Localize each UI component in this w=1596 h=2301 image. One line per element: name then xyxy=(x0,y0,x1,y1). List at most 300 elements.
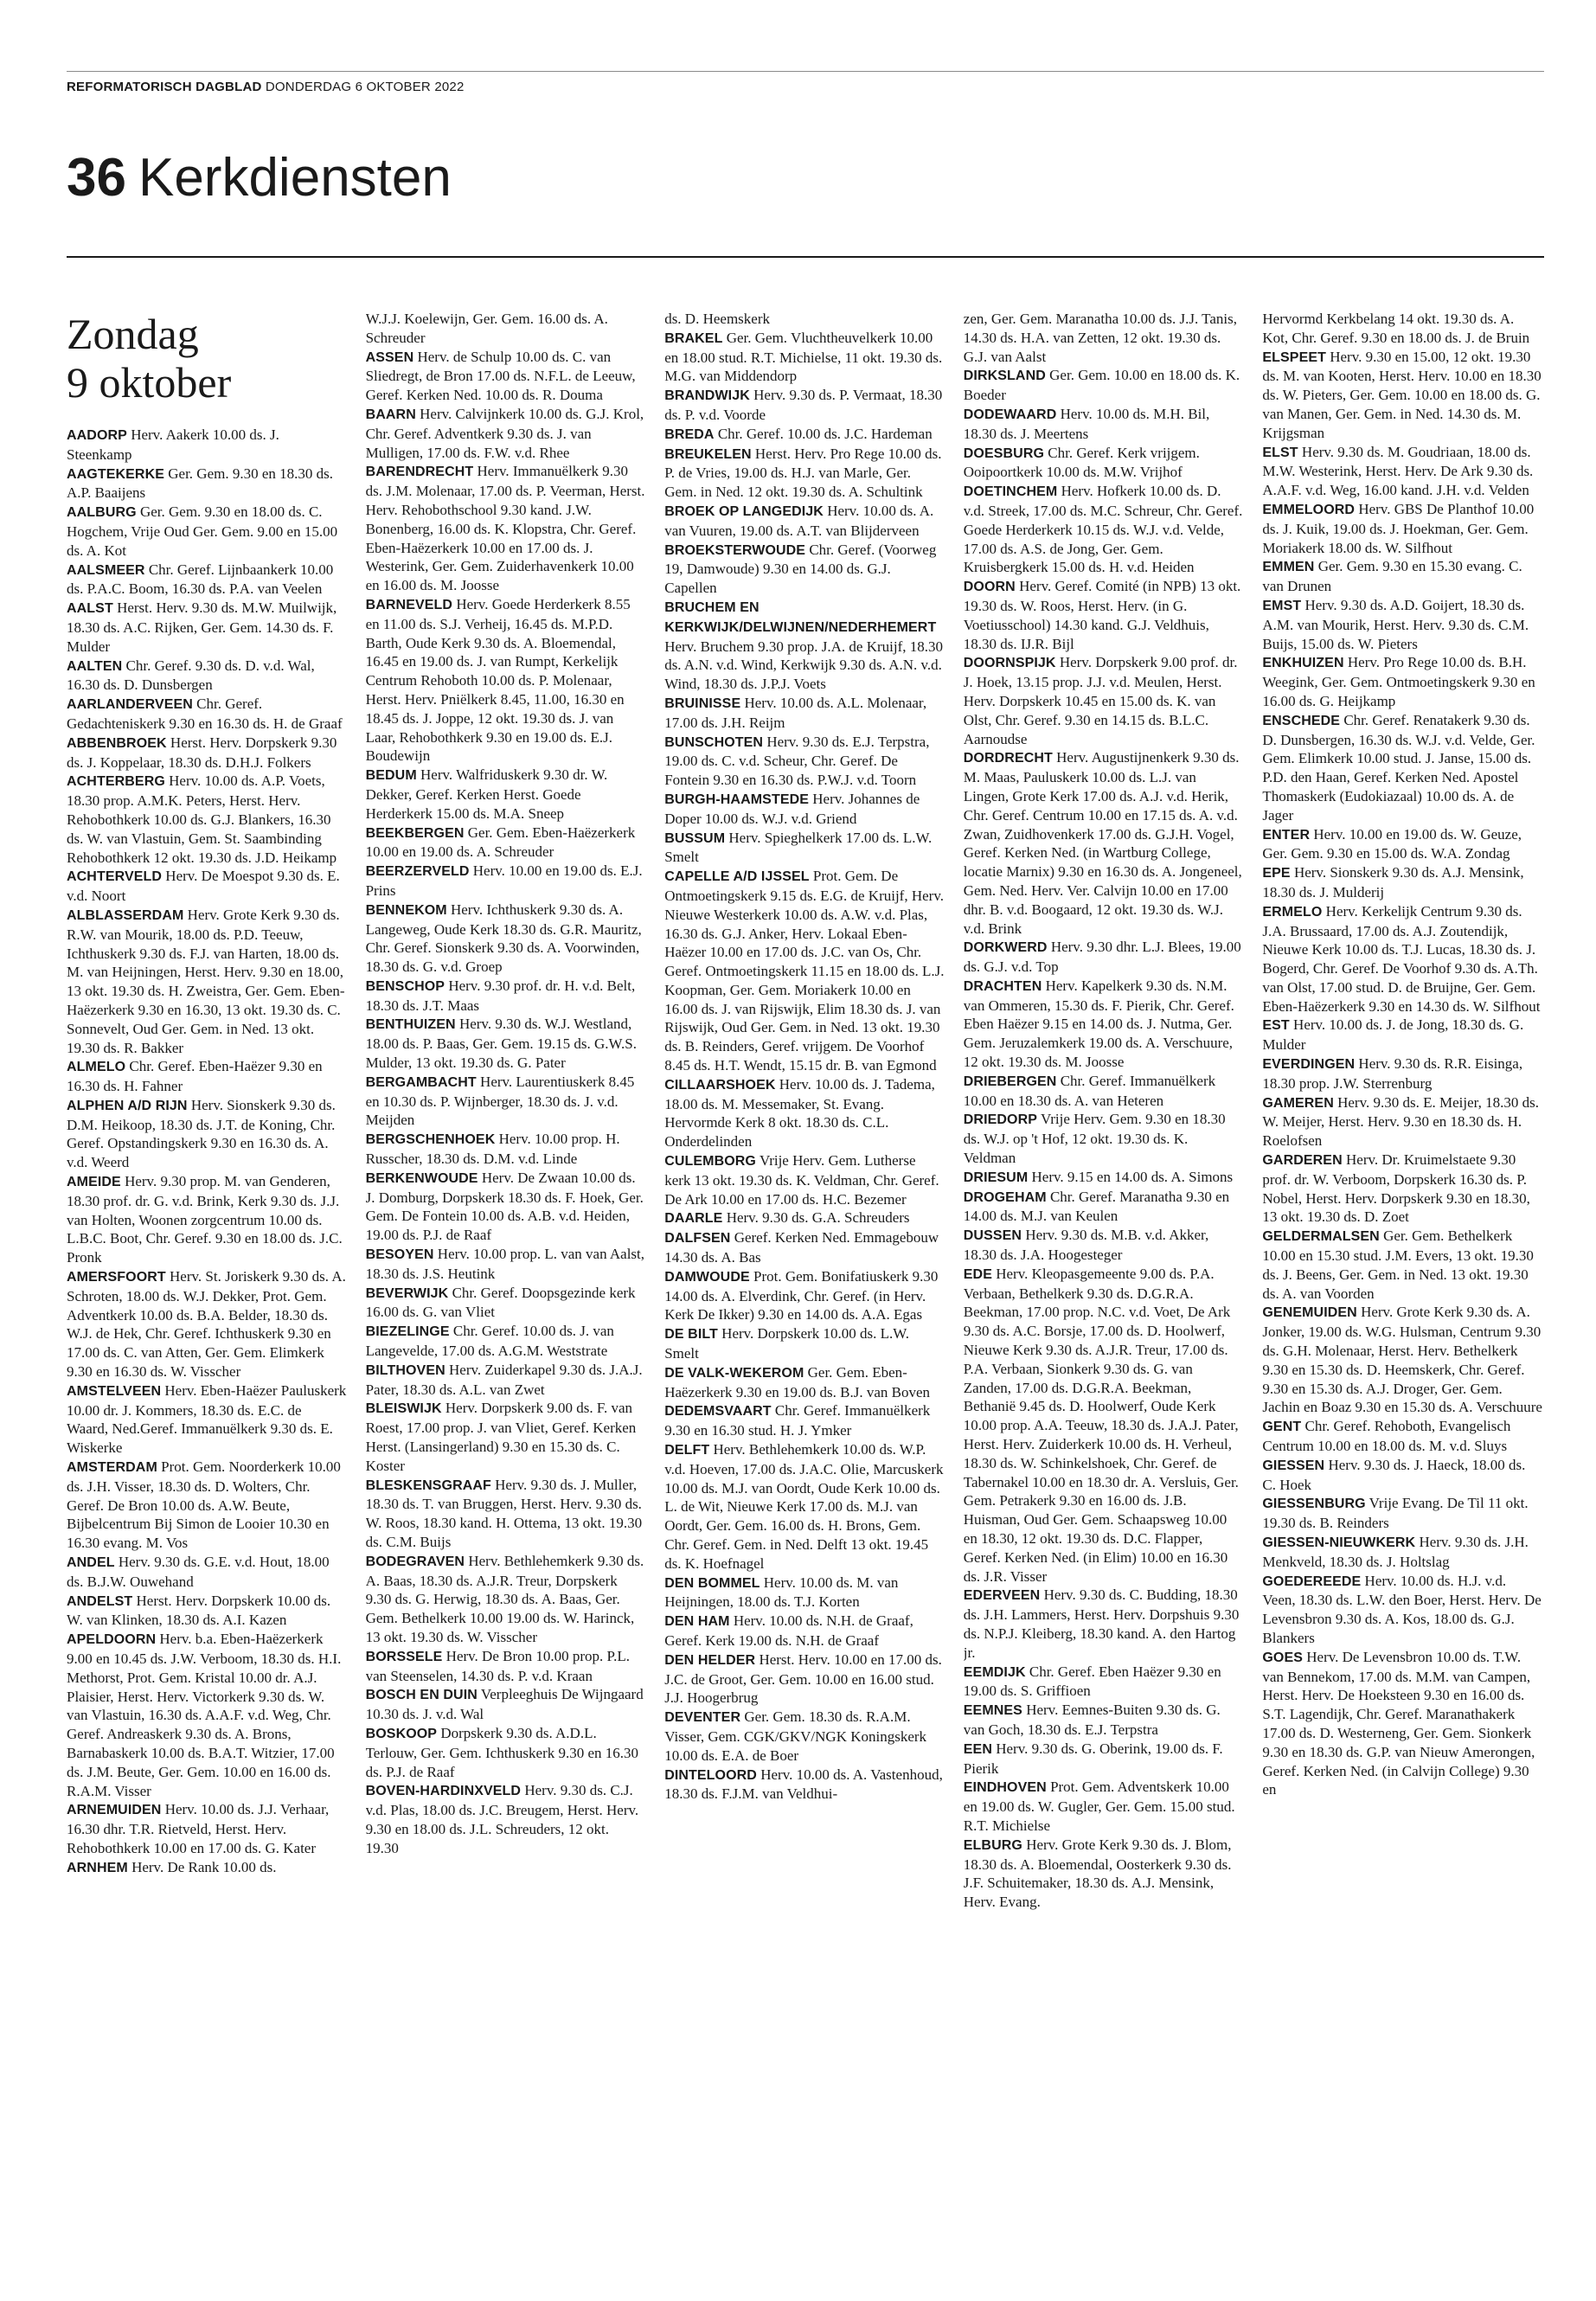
service-listing xyxy=(964,366,1244,405)
place-name: BENTHUIZEN xyxy=(365,1017,456,1033)
place-name: BROEK OP LANGEDIJK xyxy=(664,503,824,519)
service-details: Herv. 9.30 ds. W.J. Westland, 18.00 ds. P. Baas, Ger. Gem. 19.15 ds. G.W.S. Mulder, 13 okt. 19.30 ds. G. Pater xyxy=(365,1016,637,1072)
service-listing xyxy=(1262,1054,1542,1093)
service-listing xyxy=(366,348,646,405)
place-name: APELDOORN xyxy=(67,1632,157,1648)
service-listing xyxy=(964,938,1244,977)
place-name: DEN HELDER xyxy=(664,1652,756,1668)
service-details: Chr. Geref. Eben-Haëzer 9.30 en 16.30 ds. H. Fahner xyxy=(67,1058,323,1095)
service-listing xyxy=(664,541,945,598)
service-details: Herv. 9.30 ds. M. Goudriaan, 18.00 ds. M.W. Westerink, Herst. Herv. De Ark 9.30 ds. A.A.F. v.d. Weg, 16.00 kand. J.H. v.d. Velden xyxy=(1262,443,1534,499)
place-name: BEVERWIJK xyxy=(365,1285,449,1301)
service-details: Chr. Geref. Gedachteniskerk 9.30 en 16.30 ds. H. de Graaf xyxy=(67,695,343,732)
place-name: BERGSCHENHOEK xyxy=(365,1132,496,1148)
service-details: Herst. Herv. Pro Rege 10.00 ds. P. de Vries, 19.00 ds. H.J. van Marle, Ger. Gem. in Ned. 12 okt. 19.30 ds. A. Schultink xyxy=(664,445,942,501)
place-name: GAMEREN xyxy=(1262,1095,1334,1111)
service-listing xyxy=(67,1267,347,1381)
place-name: DEDEMSVAART xyxy=(664,1404,772,1420)
service-listing xyxy=(366,977,646,1016)
place-name: BLESKENSGRAAF xyxy=(365,1477,491,1493)
service-details: Herv. 10.00 ds. H.J. v.d. Veen, 18.30 ds. L.W. den Boer, Herst. Herv. De Levensbron 9.30 ds. A. Kos, 18.00 ds. G.J. Blankers xyxy=(1262,1572,1542,1646)
place-name: DOORNSPIJK xyxy=(963,656,1056,671)
service-details: Prot. Gem. De Ontmoetingskerk 9.15 ds. E.G. de Kruijf, Herv. Nieuwe Westerkerk 10.00 ds. A.W. v.d. Plas, 16.30 ds. G.J. Anker, Herv. Lokaal Eben-Haëzer 10.00 en 17.00 ds. J.C. van Os, Chr. Geref. Ontmoetingskerk 11.15 en 18.00 ds. L.J. Koopman, Ger. Gem. Moriakerk 10.00 en 16.00 ds. J. van Rijswijk, Elim 18.30 ds. J. van Rijswijk, Oud Ger. Gem. in Ned. 13 okt. 19.30 ds. B. Reinders, Geref. vrijgem. De Voorhof 8.45 ds. H.T. Wendt, 15.15 dr. B. van Egmond xyxy=(664,868,945,1074)
place-name: EDERVEEN xyxy=(963,1588,1041,1604)
service-details: Herv. 9.30 ds. P. Vermaat, 18.30 ds. P. v.d. Voorde xyxy=(664,387,943,423)
service-details: Prot. Gem. Noorderkerk 10.00 ds. J.H. Visser, 18.30 ds. D. Wolters, Chr. Geref. De Bron 10.00 ds. A.W. Beute, Bijbelcentrum Bij Simon de Looier 10.30 en 16.30 evang. M. Vos xyxy=(67,1458,341,1552)
service-listing xyxy=(366,766,646,823)
place-name: ENTER xyxy=(1262,827,1311,843)
place-name: EPE xyxy=(1262,866,1291,881)
place-name: BILTHOVEN xyxy=(365,1362,445,1378)
service-listing xyxy=(964,1778,1244,1835)
service-listing xyxy=(964,1663,1244,1702)
service-listing xyxy=(664,733,945,790)
place-name: BEDUM xyxy=(365,768,417,784)
service-details: Ger. Gem. Bethelkerk 10.00 en 15.30 stud. J.M. Evers, 13 okt. 19.30 ds. J. Beens, Ger. Gem. in Ned. 13 okt. 19.30 ds. A. van Voorden xyxy=(1262,1227,1534,1302)
service-listing xyxy=(1262,1533,1542,1572)
place-name: BERGAMBACHT xyxy=(365,1074,477,1090)
section-title: Kerkdiensten xyxy=(138,148,452,208)
service-listing xyxy=(67,1458,347,1553)
service-details: Herst. Herv. Dorpskerk 10.00 ds. W. van Klinken, 18.30 ds. A.I. Kazen xyxy=(67,1592,331,1629)
newspaper-name: REFORMATORISCH DAGBLAD xyxy=(67,80,262,94)
place-name: BARENDRECHT xyxy=(365,465,474,480)
service-listing xyxy=(664,425,945,445)
service-listing xyxy=(664,1440,945,1574)
service-listing xyxy=(366,1130,646,1169)
service-details: Herv. 10.00 ds. A.L. Molenaar, 17.00 ds. J.H. Reijm xyxy=(664,694,927,731)
place-name: DODEWAARD xyxy=(963,407,1057,422)
service-listing xyxy=(964,1265,1244,1586)
service-details: Herv. De Zwaan 10.00 ds. J. Domburg, Dorpskerk 18.30 ds. F. Hoek, Ger. Gem. De Fontein 10.00 ds. A.B. v.d. Heiden, 19.00 ds. P.J. de Raaf xyxy=(365,1169,644,1244)
place-name: AMSTERDAM xyxy=(67,1460,157,1476)
place-name: DEN BOMMEL xyxy=(664,1575,760,1591)
service-details: Chr. Geref. 10.00 ds. J.C. Hardeman xyxy=(717,425,933,442)
service-listing xyxy=(366,901,646,977)
place-name: BODEGRAVEN xyxy=(365,1554,465,1569)
place-name: BOVEN-HARDINXVELD xyxy=(365,1784,522,1799)
service-details: Herv. Pro Rege 10.00 ds. B.H. Weegink, Ger. Gem. Ontmoetingskerk 9.30 en 16.00 ds. G. Heijkamp xyxy=(1262,654,1535,709)
place-name: BROEKSTERWOUDE xyxy=(664,542,806,558)
service-listing xyxy=(964,1072,1244,1111)
service-listing xyxy=(964,748,1244,938)
place-name: EEMDIJK xyxy=(963,1664,1026,1680)
place-name: DORKWERD xyxy=(963,940,1048,956)
service-details: Herv. Spieghelkerk 17.00 ds. L.W. Smelt xyxy=(664,829,933,866)
place-name: BREDA xyxy=(664,426,715,442)
service-details: Herv. de Schulp 10.00 ds. C. van Sliedregt, de Bron 17.00 ds. N.F.L. de Leeuw, Geref. Kerken Ned. 10.00 ds. R. Douma xyxy=(365,348,636,404)
service-listing xyxy=(964,1168,1244,1188)
place-name: CULEMBORG xyxy=(664,1154,756,1170)
service-listing xyxy=(366,862,646,901)
place-name: DEVENTER xyxy=(664,1710,741,1726)
service-details: Herv. 9.30 ds. J. Haeck, 18.00 ds. C. Hoek xyxy=(1262,1456,1526,1493)
service-listing xyxy=(67,1096,347,1172)
service-listing xyxy=(1262,1150,1542,1227)
service-listing xyxy=(1262,310,1542,348)
place-name: AADORP xyxy=(67,428,127,443)
service-listing xyxy=(964,1188,1244,1227)
service-details: Herv. 9.30 ds. M.B. v.d. Akker, 18.30 ds. J.A. Hoogesteger xyxy=(963,1227,1209,1264)
service-listing xyxy=(664,1208,945,1228)
place-name: EEMNES xyxy=(963,1703,1022,1719)
day-heading xyxy=(67,310,347,407)
service-details: Herv. Kerkelijk Centrum 9.30 ds. J.A. Brussaard, 17.00 ds. A.J. Zoutendijk, Nieuwe Kerk 10.00 ds. T.J. Lucas, 18.30 ds. J. Bogerd, Chr. Geref. De Voorhof 9.30 ds. A.Th. van Olst, 17.00 stud. D. de Bruijne, Ger. Gem. Eben-Haëzerkerk 9.30 en 14.30 ds. W. Silfhout xyxy=(1262,902,1541,1015)
service-details: Chr. Geref. Immanuëlkerk 9.30 en 16.30 stud. H. J. Ymker xyxy=(664,1402,931,1439)
place-name: AALBURG xyxy=(67,505,137,521)
service-listing xyxy=(964,310,1244,366)
service-details: Herv. Dorpskerk 9.00 ds. F. van Roest, 17.00 prop. J. van Vliet, Geref. Kerken Herst. (Lansingerland) 9.30 en 15.30 ds. C. Koster xyxy=(365,1400,637,1474)
service-listing xyxy=(1262,1648,1542,1799)
service-listing xyxy=(1262,711,1542,825)
place-name: DRIEBERGEN xyxy=(963,1074,1057,1089)
place-name: ANDELST xyxy=(67,1593,133,1609)
place-name: AMEIDE xyxy=(67,1175,121,1190)
service-listing xyxy=(964,1701,1244,1740)
place-name: DOETINCHEM xyxy=(963,484,1058,500)
place-name: DROGEHAM xyxy=(963,1189,1047,1205)
service-listing xyxy=(67,465,347,503)
service-listing xyxy=(664,310,945,329)
service-details: Herv. Sionskerk 9.30 ds. D.M. Heikoop, 18.30 ds. J.T. de Koning, Chr. Geref. Opstandingskerk 9.30 en 16.30 ds. A. v.d. Weerd xyxy=(67,1096,336,1171)
service-details: Herv. 9.30 en 15.00, 12 okt. 19.30 ds. M. van Kooten, Herst. Herv. 10.00 en 18.30 ds. W. Pieters, Ger. Gem. 10.00 en 18.00 ds. G. van Manen, Ger. Gem. in Ned. 14.30 ds. M. Krijgsman xyxy=(1262,348,1542,441)
place-name: DINTELOORD xyxy=(664,1767,757,1783)
place-name: EVERDINGEN xyxy=(1262,1057,1356,1073)
service-listing xyxy=(664,598,945,694)
place-name: ENSCHEDE xyxy=(1262,713,1341,728)
place-name: GELDERMALSEN xyxy=(1262,1229,1380,1245)
column-1 xyxy=(67,310,347,2273)
place-name: GOES xyxy=(1262,1650,1304,1665)
service-listing xyxy=(964,1586,1244,1662)
issue-date: DONDERDAG 6 OKTOBER 2022 xyxy=(265,80,465,94)
service-listing xyxy=(964,1110,1244,1167)
service-details: Herv. Geref. Comité (in NPB) 13 okt. 19.30 ds. W. Roos, Herst. Herv. (in G. Voetiusschool) 14.30 kand. G.J. Veldhuis, 18.30 ds. IJ.R. Bijl xyxy=(963,578,1241,652)
service-details: Herv. Bruchem 9.30 prop. J.A. de Kruijf, 18.30 ds. A.N. v.d. Wind, Kerkwijk 9.30 ds. A.N. v.d. Wind, 18.30 ds. J.P.J. Voets xyxy=(664,638,944,693)
service-details: Herv. 10.00 ds. N.H. de Graaf, Geref. Kerk 19.00 ds. N.H. de Graaf xyxy=(664,1612,913,1649)
place-name: BUSSUM xyxy=(664,830,726,846)
place-name: ELSPEET xyxy=(1262,349,1326,365)
service-details: Herv. Laurentiuskerk 8.45 en 10.30 ds. P. Wijnberger, 18.30 ds. J. v.d. Meijden xyxy=(365,1073,635,1129)
place-name: DRIEDORP xyxy=(963,1112,1038,1128)
service-details: Herv. 9.30 ds. A.D. Goijert, 18.30 ds. A.M. van Mourik, Herst. Herv. 9.30 ds. C.M. Buijs, 15.00 ds. W. Pieters xyxy=(1262,596,1529,652)
service-details: Chr. Geref. Renatakerk 9.30 ds. D. Dunsbergen, 16.30 ds. W.J. v.d. Velde, Ger. Gem. Elimkerk 10.00 stud. J. Janse, 15.00 ds. P.D. den Haan, Geref. Kerken Ned. Apostel Thomaskerk (Eudokiazaal) 10.00 ds. A. de Jager xyxy=(1262,711,1535,824)
service-listing xyxy=(366,462,646,595)
service-details: Ger. Gem. Eben-Haëzerkerk 9.30 en 19.00 ds. B.J. van Boven xyxy=(664,1363,931,1400)
service-details: Herv. Dorpskerk 9.00 prof. dr. J. Hoek, 13.15 prop. J.J. v.d. Meulen, Herst. Herv. Dorpskerk 10.45 en 15.00 ds. K. van Olst, Chr. Geref. 9.30 en 14.15 ds. B.L.C. Aarnoudse xyxy=(963,654,1238,747)
service-listing xyxy=(67,1630,347,1800)
service-listing xyxy=(67,1592,347,1631)
service-details: Chr. Geref. Rehoboth, Evangelisch Centrum 10.00 en 18.00 ds. M. v.d. Sluys xyxy=(1262,1418,1511,1455)
service-details: Herv. Goede Herderkerk 8.55 en 11.00 ds. S.J. Verheij, 16.45 ds. M.P.D. Barth, Oude Kerk 9.30 ds. A. Bloemendal, 16.45 en 19.00 ds. J. van Rumpt, Kerkelijk Centrum Rehoboth 10.00 ds. P. Molenaar, Herst. Herv. Pniëlkerk 8.45, 11.00, 16.30 en 18.45 ds. J. Joppe, 12 okt. 19.30 ds. J. van Laar, Rehobothkerk 9.30 en 19.00 ds. E.J. Boudewijn xyxy=(365,595,631,765)
service-listing xyxy=(964,482,1244,577)
place-name: AALTEN xyxy=(67,658,123,674)
place-name: ACHTERBERG xyxy=(67,774,165,790)
place-name: BRUINISSE xyxy=(664,695,741,711)
service-listing xyxy=(67,599,347,656)
place-name: AALST xyxy=(67,601,113,617)
place-name: DE BILT xyxy=(664,1327,718,1343)
service-details: Herv. 9.30 ds. G.E. v.d. Hout, 18.00 ds. B.J.W. Ouwehand xyxy=(67,1554,330,1590)
service-listing xyxy=(366,1724,646,1781)
place-name: ELST xyxy=(1262,445,1298,460)
service-details: Herv. GBS De Planthof 10.00 ds. J. Kuik, 19.00 ds. J. Hoekman, Ger. Gem. Moriakerk 18.00 ds. W. Silfhout xyxy=(1262,500,1535,556)
service-listing xyxy=(664,1401,945,1440)
service-listing xyxy=(664,1708,945,1765)
place-name: GENEMUIDEN xyxy=(1262,1305,1357,1321)
service-listing xyxy=(366,1073,646,1130)
place-name: GENT xyxy=(1262,1420,1302,1435)
place-name: GIESSENBURG xyxy=(1262,1497,1366,1512)
service-details: Herv. Walfriduskerk 9.30 dr. W. Dekker, Geref. Kerken Herst. Goede Herderkerk 15.00 ds. M.A. Sneep xyxy=(365,766,608,822)
service-details: Ger. Gem. Vluchtheuvelkerk 10.00 en 18.00 stud. R.T. Michielse, 11 okt. 19.30 ds. M.G. van Middendorp xyxy=(664,329,943,385)
service-details: zen, Ger. Gem. Maranatha 10.00 ds. J.J. Tanis, 14.30 ds. H.A. van Zetten, 12 okt. 19.30 ds. G.J. van Aalst xyxy=(963,311,1238,365)
heading-rule xyxy=(67,256,1544,258)
column-5-entries xyxy=(1262,310,1542,1799)
place-name: BEEKBERGEN xyxy=(365,825,465,841)
service-details: Chr. Geref. 9.30 ds. D. v.d. Wal, 16.30 ds. D. Dunsbergen xyxy=(67,657,315,694)
column-1-entries xyxy=(67,426,347,1878)
service-details: Herv. 9.30 ds. G. Oberink, 19.00 ds. F. Pierik xyxy=(963,1740,1223,1777)
service-details: Vrije Evang. De Til 11 okt. 19.30 ds. B. Reinders xyxy=(1262,1495,1529,1532)
service-listing xyxy=(366,824,646,862)
service-details: Herv. Aakerk 10.00 ds. J. Steenkamp xyxy=(67,426,279,463)
service-listing xyxy=(366,1284,646,1323)
service-listing xyxy=(1262,1456,1542,1495)
column-4-entries xyxy=(964,310,1244,1912)
service-listing xyxy=(664,1612,945,1650)
service-details: Herv. Grote Kerk 9.30 ds. R.W. van Mourik, 18.00 ds. P.D. Teeuw, Ichthuskerk 9.30 ds. F.J. van Harten, 18.00 ds. M. van Heijningen, Herst. Herv. 9.30 en 18.00, 13 okt. 19.30 ds. H. Zweistra, Ger. Gem. Eben-Haëzerkerk 9.30 en 16.30, 13 okt. 19.30 ds. C. Sonnevelt, Oud Ger. Gem. in Ned. 13 okt. 19.30 ds. R. Bakker xyxy=(67,906,345,1056)
place-name: AALSMEER xyxy=(67,562,145,578)
service-listing xyxy=(664,1267,945,1324)
place-name: BENNEKOM xyxy=(365,902,447,918)
service-details: Vrije Herv. Gem. 9.30 en 18.30 ds. W.J. op 't Hof, 12 okt. 19.30 ds. K. Veldman xyxy=(963,1111,1226,1167)
service-details: Herv. 9.30 ds. E.J. Terpstra, 19.00 ds. C. v.d. Scheur, Chr. Geref. De Fontein 9.30 en 16.30 ds. P.W.J. v.d. Toorn xyxy=(664,733,930,789)
place-name: AARLANDERVEEN xyxy=(67,697,193,713)
service-listing xyxy=(366,405,646,462)
service-details: Vrije Herv. Gem. Lutherse kerk 13 okt. 19.30 ds. K. Veldman, Chr. Geref. De Ark 10.00 en 17.00 ds. H.C. Bezemer xyxy=(664,1152,939,1208)
service-listing xyxy=(964,653,1244,748)
service-details: Herv. 9.15 en 14.00 ds. A. Simons xyxy=(1031,1168,1234,1185)
service-listing xyxy=(366,1685,646,1724)
place-name: BURGH-HAAMSTEDE xyxy=(664,792,810,807)
place-name: ELBURG xyxy=(963,1837,1022,1853)
service-details: Herv. 10.00 prop. L. van van Aalst, 18.30 ds. J.S. Heutink xyxy=(365,1246,645,1282)
service-listing xyxy=(366,1647,646,1686)
service-details: Herv. St. Joriskerk 9.30 ds. A. Schroten, 18.00 ds. W.J. Dekker, Prot. Gem. Adventkerk 10.00 ds. B.A. Belder, 18.30 ds. W.J. de Hek, Chr. Geref. Ichthuskerk 9.30 en 17.00 ds. C. van Atten, Ger. Gem. Elimkerk 9.30 en 16.30 ds. W. Visscher xyxy=(67,1268,346,1381)
service-listing xyxy=(664,386,945,425)
place-name: EST xyxy=(1262,1018,1290,1034)
place-name: ENKHUIZEN xyxy=(1262,656,1344,671)
place-name: BESOYEN xyxy=(365,1247,434,1263)
service-details: Herv. 10.00 en 19.00 ds. W. Geuze, Ger. Gem. 9.30 en 15.00 ds. W.A. Zondag xyxy=(1262,825,1522,862)
place-name: BOSKOOP xyxy=(365,1726,438,1741)
place-name: BUNSCHOTEN xyxy=(664,734,764,750)
place-name: BRUCHEM EN KERKWIJK/DELWIJNEN/NEDERHEMERT xyxy=(664,599,937,635)
listings-columns xyxy=(67,310,1542,2273)
place-name: DUSSEN xyxy=(963,1228,1022,1244)
service-listing xyxy=(664,502,945,541)
place-name: AMERSFOORT xyxy=(67,1270,166,1285)
place-name: EINDHOVEN xyxy=(963,1780,1047,1796)
place-name: GARDEREN xyxy=(1262,1153,1343,1169)
place-name: AAGTEKERKE xyxy=(67,466,165,482)
service-details: Chr. Geref. Eben Haëzer 9.30 en 19.00 ds. S. Griffioen xyxy=(963,1663,1221,1700)
service-details: Herv. 9.30 ds. R.R. Eisinga, 18.30 prop. J.W. Sterrenburg xyxy=(1262,1055,1523,1092)
place-name: EMMEN xyxy=(1262,560,1315,575)
service-listing xyxy=(1262,1417,1542,1456)
service-details: Chr. Geref. Doopsgezinde kerk 16.00 ds. G. van Vliet xyxy=(365,1284,636,1321)
service-listing xyxy=(1262,1572,1542,1648)
place-name: AMSTELVEEN xyxy=(67,1383,162,1399)
service-listing xyxy=(964,577,1244,653)
service-listing xyxy=(67,561,347,599)
service-listing xyxy=(67,657,347,695)
place-name: CILLAARSHOEK xyxy=(664,1077,776,1093)
service-details: Herv. 9.30 dhr. L.J. Blees, 19.00 ds. G.J. v.d. Top xyxy=(963,939,1241,976)
service-details: Herv. Sionskerk 9.30 ds. A.J. Mensink, 18.30 ds. J. Mulderij xyxy=(1262,864,1524,901)
service-details: Ger. Gem. 9.30 en 18.30 ds. A.P. Baaijens xyxy=(67,465,334,502)
place-name: ALBLASSERDAM xyxy=(67,907,184,923)
service-details: Herv. 9.30 ds. E. Meijer, 18.30 ds. W. Meijer, Herst. Herv. 9.30 en 18.30 ds. H. Roelofsen xyxy=(1262,1093,1539,1150)
place-name: EDE xyxy=(963,1266,992,1282)
service-details: Herv. 9.30 ds. J. Muller, 18.30 ds. T. van Bruggen, Herst. Herv. 9.30 ds. W. Roos, 18.30 kand. H. Ottema, 13 okt. 19.30 ds. C.M. Buijs xyxy=(365,1476,643,1550)
service-details: Herv. Ichthuskerk 9.30 ds. A. Langeweg, Oude Kerk 18.30 ds. G.R. Mauritz, Chr. Geref. Sionskerk 9.30 ds. A. Voorwinden, 18.30 ds. G. v.d. Groep xyxy=(365,901,642,976)
service-details: Herst. Herv. 9.30 ds. M.W. Muilwijk, 18.30 ds. A.C. Rijken, Ger. Gem. 14.30 ds. F. Mulder xyxy=(67,599,337,655)
service-listing xyxy=(366,1015,646,1072)
service-listing xyxy=(1262,557,1542,596)
service-details: Chr. Geref. 10.00 ds. J. van Langevelde, 17.00 ds. A.G.M. Weststrate xyxy=(365,1323,614,1360)
service-listing xyxy=(366,1476,646,1552)
service-listing xyxy=(67,503,347,560)
service-listing xyxy=(664,1766,945,1804)
service-listing xyxy=(366,310,646,348)
service-details: Prot. Gem. Adventskerk 10.00 en 19.00 ds. W. Gugler, Ger. Gem. 15.00 stud. R.T. Michielse xyxy=(963,1779,1235,1834)
service-listing xyxy=(67,1172,347,1267)
place-name: GIESSEN xyxy=(1262,1458,1325,1473)
service-listing xyxy=(664,867,945,1075)
service-listing xyxy=(366,1169,646,1245)
service-details: Herv. 9.30 prop. M. van Genderen, 18.30 prof. dr. G. v.d. Brink, Kerk 9.30 ds. J.J. van Holten, Woonen zorgcentrum 10.00 ds. L.B.C. Boot, Chr. Geref. 9.30 en 18.00 ds. J.C. Pronk xyxy=(67,1173,343,1266)
column-3 xyxy=(664,310,945,2273)
service-details: Herv. 10.00 en 19.00 ds. E.J. Prins xyxy=(365,862,643,899)
service-details: ds. D. Heemskerk xyxy=(664,311,770,327)
service-listing xyxy=(1262,653,1542,710)
place-name: BARNEVELD xyxy=(365,597,453,612)
service-listing xyxy=(664,790,945,829)
service-details: Herv. Eemnes-Buiten 9.30 ds. G. van Goch, 18.30 ds. E.J. Terpstra xyxy=(963,1702,1221,1738)
service-details: Herv. De Rank 10.00 ds. xyxy=(131,1858,277,1875)
service-details: Herv. 10.00 prop. H. Russcher, 18.30 ds. D.M. v.d. Linde xyxy=(365,1131,620,1168)
service-details: Herv. Bethlehemkerk 9.30 ds. A. Baas, 18.30 ds. A.J.R. Treur, Dorpskerk 9.30 ds. G. Herwig, 18.30 ds. A. Baas, Ger. Gem. Bethelkerk 10.00 19.00 ds. W. Harinck, 13 okt. 19.30 ds. W. Visscher xyxy=(365,1552,644,1645)
service-listing xyxy=(67,426,347,465)
day-heading-date: 9 oktober xyxy=(67,358,232,407)
service-listing xyxy=(964,1740,1244,1779)
service-details: Herv. 9.30 ds. C.J. v.d. Plas, 18.00 ds. J.C. Breugem, Herst. Herv. 9.30 en 18.00 ds. J.L. Schreuders, 12 okt. 19.30 xyxy=(365,1782,639,1856)
place-name: BIEZELINGE xyxy=(365,1324,450,1340)
service-listing xyxy=(664,445,945,502)
service-details: Herv. Grote Kerk 9.30 ds. J. Blom, 18.30 ds. A. Bloemendal, Oosterkerk 9.30 ds. J.F. Schuitemaker, 18.30 ds. A.J. Mensink, Herv. Evang. xyxy=(963,1836,1232,1911)
service-details: Ger. Gem. 9.30 en 18.00 ds. C. Hogchem, Vrije Oud Ger. Gem. 9.00 en 15.00 ds. A. Kot xyxy=(67,503,338,559)
service-listing xyxy=(664,1650,945,1708)
service-details: Herst. Herv. 10.00 en 17.00 ds. J.C. de Groot, Ger. Gem. 10.00 en 16.00 stud. J.J. Hoogerbrug xyxy=(664,1650,942,1707)
service-details: Herv. 10.00 ds. J.J. Verhaar, 16.30 dhr. T.R. Rietveld, Herst. Herv. Rehobothkerk 10.00 en 17.00 ds. G. Kater xyxy=(67,1801,330,1856)
service-listing xyxy=(964,977,1244,1072)
service-listing xyxy=(1262,825,1542,864)
service-listing xyxy=(1262,348,1542,443)
place-name: ALPHEN A/D RIJN xyxy=(67,1098,188,1113)
service-details: Ger. Gem. 9.30 en 15.30 evang. C. van Drunen xyxy=(1262,558,1522,595)
service-listing xyxy=(67,734,347,772)
service-listing xyxy=(67,1553,347,1592)
service-details: Ger. Gem. Eben-Haëzerkerk 10.00 en 19.00 ds. A. Schreuder xyxy=(365,824,636,861)
service-details: Herv. 10.00 ds. A. van Vuuren, 19.00 ds. A.T. van Blijderveen xyxy=(664,502,934,539)
service-details: Ger. Gem. 10.00 en 18.00 ds. K. Boeder xyxy=(963,367,1240,404)
service-listing xyxy=(664,1324,945,1363)
place-name: EMMELOORD xyxy=(1262,502,1356,517)
service-details: Verpleeghuis De Wijngaard 10.30 ds. J. v.d. Wal xyxy=(365,1686,644,1723)
place-name: BORSSELE xyxy=(365,1649,443,1664)
service-details: Chr. Geref. (Voorweg 19, Damwoude) 9.30 en 14.00 ds. G.J. Capellen xyxy=(664,541,937,597)
service-details: Chr. Geref. Maranatha 9.30 en 14.00 ds. M.J. van Keulen xyxy=(963,1188,1230,1225)
service-listing xyxy=(964,444,1244,483)
service-listing xyxy=(67,1800,347,1857)
column-3-entries xyxy=(664,310,945,1804)
service-listing xyxy=(1262,596,1542,653)
column-4 xyxy=(964,310,1244,2273)
service-listing xyxy=(366,1361,646,1400)
place-name: DEN HAM xyxy=(664,1614,730,1630)
service-details: Herv. De Bron 10.00 prop. P.L. van Steenselen, 14.30 ds. P. v.d. Kraan xyxy=(365,1647,630,1684)
service-listing xyxy=(1262,1303,1542,1417)
service-details: Herst. Herv. Dorpskerk 9.30 ds. J. Koppelaar, 18.30 ds. D.H.J. Folkers xyxy=(67,734,337,771)
service-details: Chr. Geref. Immanuëlkerk 10.00 en 18.30 ds. A. van Heteren xyxy=(963,1072,1216,1109)
place-name: BEERZERVELD xyxy=(365,864,470,880)
place-name: DIRKSLAND xyxy=(963,369,1046,384)
service-details: Herv. 10.00 ds. A. Vastenhoud, 18.30 ds. F.J.M. van Veldhui- xyxy=(664,1766,943,1803)
service-details: Herv. De Levensbron 10.00 ds. T.W. van Bennekom, 17.00 ds. M.M. van Campen, Herst. Herv. De Hoeksteen 9.30 en 16.00 ds. S.T. Lagendijk, Chr. Geref. Maranathakerk 17.00 ds. D. Westerneng, Ger. Gem. Sionkerk 9.30 en 18.30 ds. G.P. van Nieuw Amerongen, Geref. Kerken Ned. (in Calvijn College) 9.30 en xyxy=(1262,1648,1535,1798)
place-name: DAMWOUDE xyxy=(664,1269,750,1285)
service-listing xyxy=(67,772,347,867)
place-name: ARNEMUIDEN xyxy=(67,1803,162,1818)
service-details: Herv. 10.00 ds. J. de Jong, 18.30 ds. G. Mulder xyxy=(1262,1016,1524,1054)
column-2-entries xyxy=(366,310,646,1858)
place-name: DORDRECHT xyxy=(963,751,1053,766)
place-name: ASSEN xyxy=(365,349,414,365)
service-listing xyxy=(67,695,347,734)
place-name: DOESBURG xyxy=(963,445,1045,461)
service-details: Herv. Dorpskerk 10.00 ds. L.W. Smelt xyxy=(664,1325,910,1362)
service-listing xyxy=(366,1781,646,1857)
service-listing xyxy=(664,329,945,386)
place-name: BOSCH EN DUIN xyxy=(365,1688,478,1703)
service-listing xyxy=(366,1399,646,1475)
service-listing xyxy=(964,1226,1244,1265)
place-name: DOORN xyxy=(963,580,1016,595)
service-details: Herv. b.a. Eben-Haëzerkerk 9.00 en 10.45 ds. J.W. Verboom, 18.30 ds. H.I. Methorst, Prot. Gem. Kristal 10.00 dr. A.J. Plaisier, Herst. Herv. Victorkerk 9.30 ds. W. van Vlastuin, 16.30 ds. A.A.F. v.d. Weg, Chr. Geref. Andreaskerk 9.30 ds. A. Brons, Barnabaskerk 10.00 ds. B.A.T. Witzier, 17.00 ds. J.M. Beute, Ger. Gem. 10.00 en 16.00 ds. R.A.M. Visser xyxy=(67,1631,342,1799)
place-name: DALFSEN xyxy=(664,1231,731,1247)
service-listing xyxy=(664,1151,945,1208)
service-details: Herv. 9.30 ds. G.A. Schreuders xyxy=(726,1209,910,1227)
service-details: Dorpskerk 9.30 ds. A.D.L. Terlouw, Ger. Gem. Ichthuskerk 9.30 en 16.30 ds. P.J. de Raaf xyxy=(365,1724,639,1780)
place-name: GOEDEREEDE xyxy=(1262,1574,1362,1589)
service-details: Prot. Gem. Bonifatiuskerk 9.30 14.00 ds. A. Elverdink, Chr. Geref. (in Herv. Kerk De Ikker) 9.30 en 14.00 ds. A.A. Egas xyxy=(664,1267,939,1324)
service-listing xyxy=(366,1552,646,1647)
place-name: ABBENBROEK xyxy=(67,735,167,751)
service-listing xyxy=(67,1381,347,1458)
service-listing xyxy=(964,405,1244,444)
service-listing xyxy=(366,595,646,766)
